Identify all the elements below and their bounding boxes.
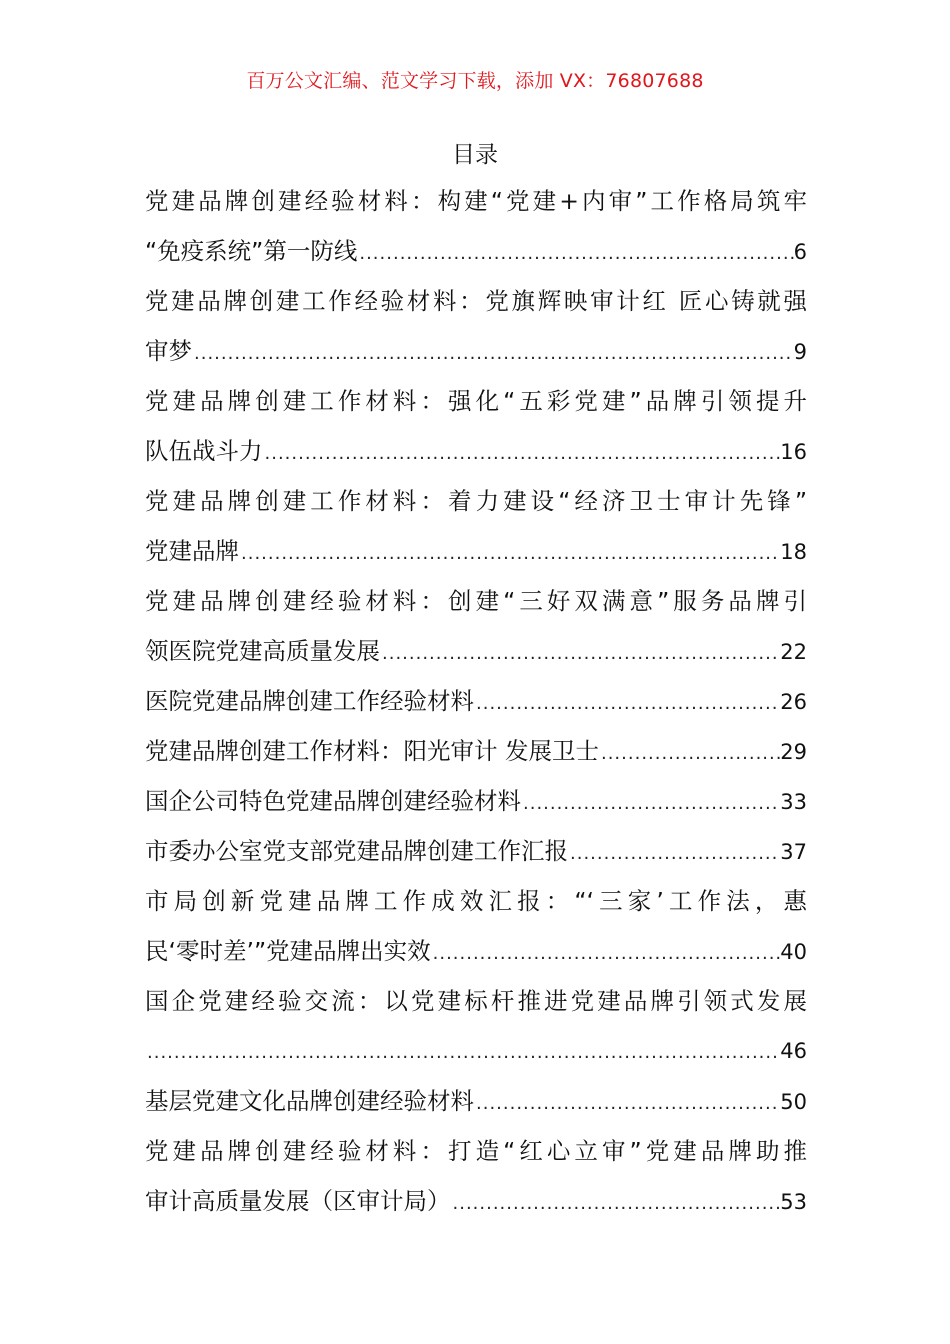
toc-entry-page-number: 26 xyxy=(780,690,807,714)
toc-entry[interactable] xyxy=(145,276,807,376)
dot-leader xyxy=(192,329,794,376)
dot-leader xyxy=(239,529,780,576)
dot-leader xyxy=(380,629,780,676)
toc-entry-title-line: 国企公司特色党建品牌创建经验材料 xyxy=(145,787,521,815)
toc-entry-leader-line xyxy=(145,326,807,376)
toc-entry-title-line: “免疫系统”第一防线 xyxy=(145,237,358,265)
header-banner: 百万公文汇编、范文学习下载，添加 VX：76807688 xyxy=(246,70,704,92)
toc-entry[interactable] xyxy=(145,976,807,1076)
toc-entry-title-line: 民‘零时差’”党建品牌出实效 xyxy=(145,937,431,965)
toc-entry-title-line: 医院党建品牌创建工作经验材料 xyxy=(145,687,474,715)
toc-entry-leader-line xyxy=(145,1026,807,1076)
toc-entry-page-number: 16 xyxy=(780,440,807,464)
dot-leader xyxy=(431,929,781,976)
toc-entry[interactable] xyxy=(145,826,807,876)
toc-entry-title-line: 党建品牌创建经验材料：构建“党建+内审”工作格局筑牢 xyxy=(145,187,807,215)
toc-entry-title-line: 队伍战斗力 xyxy=(145,437,263,465)
toc-entry-title-line: 审计高质量发展（区审计局） xyxy=(145,1187,451,1215)
dot-leader xyxy=(263,429,781,476)
toc-entry-page-number: 22 xyxy=(780,640,807,664)
toc-entry[interactable] xyxy=(145,726,807,776)
toc-entry-title-line: 党建品牌创建工作经验材料：党旗辉映审计红 匠心铸就强 xyxy=(145,287,807,315)
toc-entry[interactable] xyxy=(145,776,807,826)
dot-leader xyxy=(568,829,780,876)
table-of-contents xyxy=(145,176,807,1226)
toc-entry-leader-line xyxy=(145,826,807,876)
toc-entry-leader-line xyxy=(145,776,807,826)
toc-entry-page-number: 37 xyxy=(780,840,807,864)
toc-entry-title-line: 市局创新党建品牌工作成效汇报：“‘三家’工作法，惠 xyxy=(145,887,807,915)
toc-entry[interactable] xyxy=(145,576,807,676)
toc-entry[interactable] xyxy=(145,176,807,276)
toc-entry[interactable] xyxy=(145,676,807,726)
toc-entry-leader-line xyxy=(145,1076,807,1126)
toc-entry-title-line: 基层党建文化品牌创建经验材料 xyxy=(145,1087,474,1115)
toc-entry-title-line: 党建品牌创建经验材料：打造“红心立审”党建品牌助推 xyxy=(145,1137,807,1165)
toc-entry-leader-line xyxy=(145,926,807,976)
toc-entry-page-number: 46 xyxy=(780,1039,807,1063)
toc-entry-leader-line xyxy=(145,1176,807,1226)
toc-entry-page-number: 33 xyxy=(780,790,807,814)
toc-entry-title-line: 市委办公室党支部党建品牌创建工作汇报 xyxy=(145,837,568,865)
toc-title: 目录 xyxy=(452,142,498,168)
dot-leader xyxy=(474,1079,780,1126)
toc-entry[interactable] xyxy=(145,876,807,976)
toc-entry-leader-line xyxy=(145,676,807,726)
toc-entry-title-line: 党建品牌 xyxy=(145,537,239,565)
toc-entry-leader-line xyxy=(145,526,807,576)
dot-leader xyxy=(145,1028,780,1076)
toc-entry[interactable] xyxy=(145,1076,807,1126)
toc-entry-title-line: 党建品牌创建工作材料：着力建设“经济卫士审计先锋” xyxy=(145,487,807,515)
toc-entry-page-number: 6 xyxy=(793,240,807,264)
toc-entry[interactable] xyxy=(145,376,807,476)
toc-entry-title-line: 党建品牌创建工作材料：阳光审计 发展卫士 xyxy=(145,737,599,765)
toc-entry-title-line: 审梦 xyxy=(145,337,192,365)
toc-entry-leader-line xyxy=(145,626,807,676)
toc-entry[interactable] xyxy=(145,1126,807,1226)
toc-entry[interactable] xyxy=(145,476,807,576)
toc-entry-page-number: 50 xyxy=(780,1090,807,1114)
toc-entry-title-line: 党建品牌创建经验材料：创建“三好双满意”服务品牌引 xyxy=(145,587,807,615)
toc-entry-page-number: 40 xyxy=(780,940,807,964)
toc-entry-leader-line xyxy=(145,426,807,476)
dot-leader xyxy=(599,729,780,776)
toc-entry-page-number: 29 xyxy=(780,740,807,764)
toc-entry-page-number: 53 xyxy=(780,1190,807,1214)
toc-entry-title-line: 领医院党建高质量发展 xyxy=(145,637,380,665)
toc-entry-page-number: 9 xyxy=(793,340,807,364)
toc-entry-title-line: 党建品牌创建工作材料：强化“五彩党建”品牌引领提升 xyxy=(145,387,807,415)
dot-leader xyxy=(451,1179,781,1226)
dot-leader xyxy=(474,679,780,726)
toc-entry-leader-line xyxy=(145,726,807,776)
toc-entry-page-number: 18 xyxy=(780,540,807,564)
toc-entry-leader-line xyxy=(145,226,807,276)
dot-leader xyxy=(357,229,793,276)
dot-leader xyxy=(521,779,780,826)
toc-entry-title-line: 国企党建经验交流：以党建标杆推进党建品牌引领式发展 xyxy=(145,987,807,1015)
